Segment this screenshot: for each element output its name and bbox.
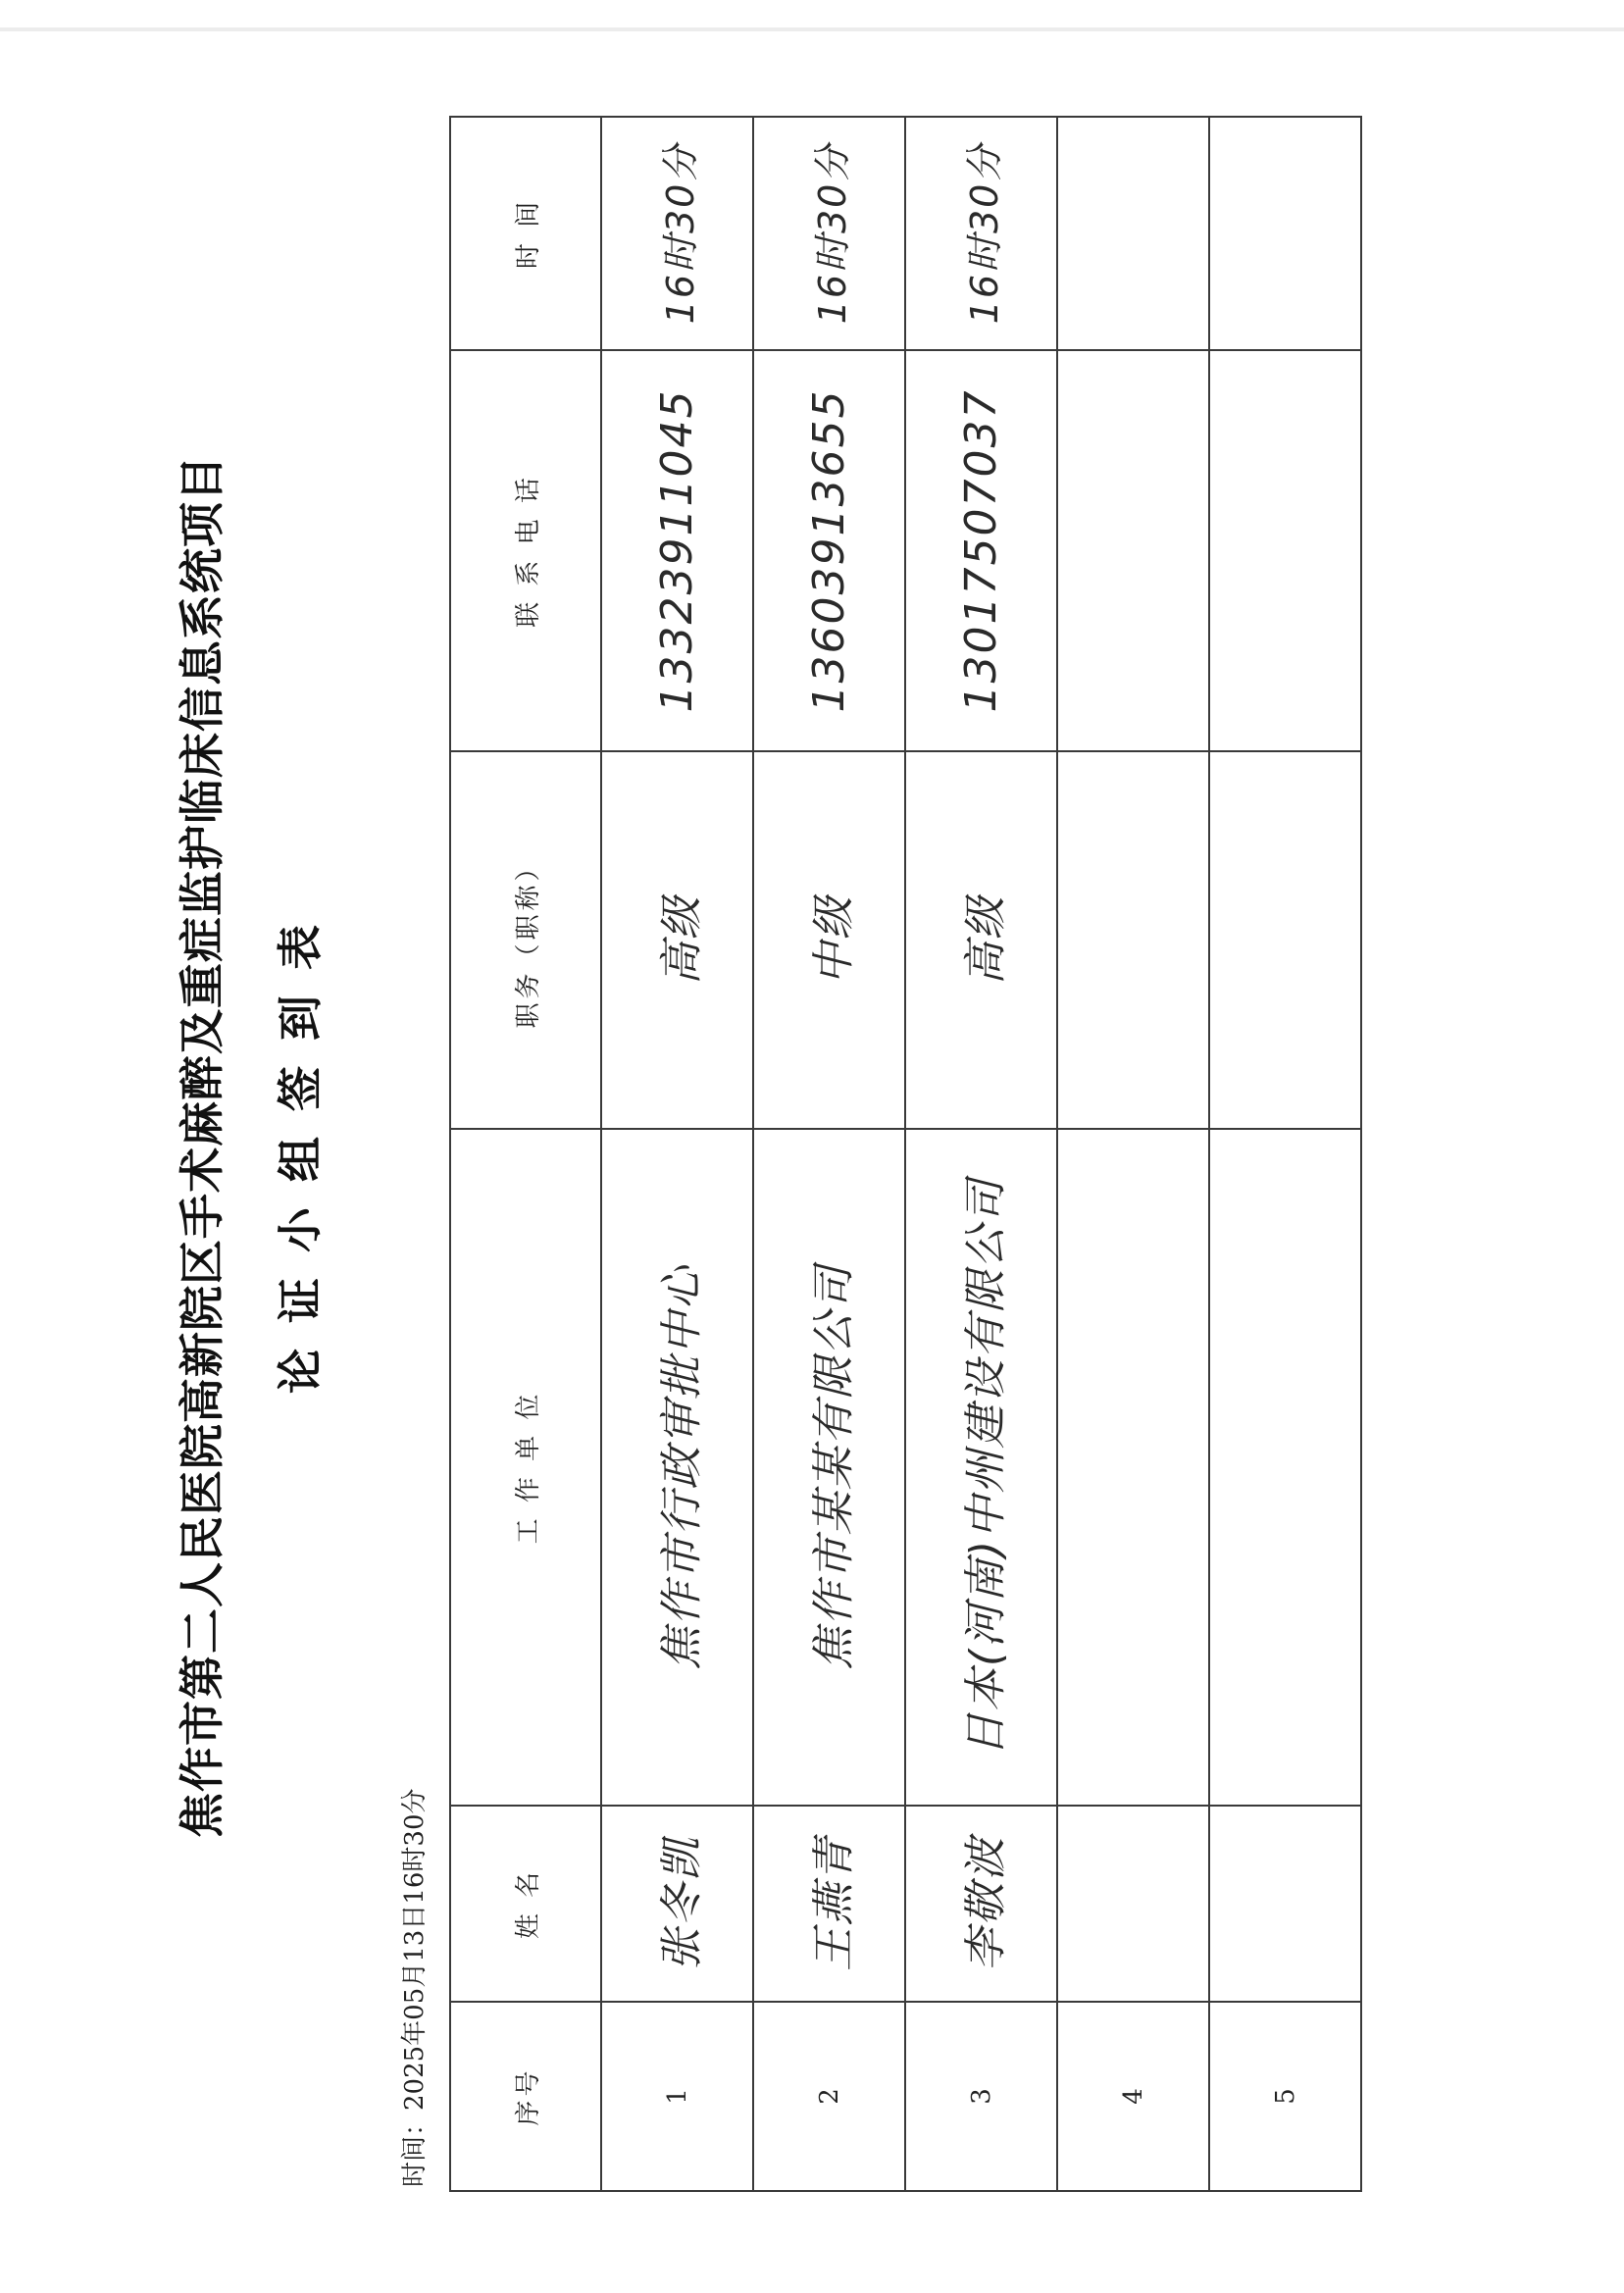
handwritten-unit: 焦作市行政审批中心 (656, 1264, 707, 1670)
table-row (1209, 117, 1361, 2191)
row-number: 1 (601, 2002, 753, 2191)
row-number: 5 (1209, 2002, 1361, 2191)
handwritten-name: 李敬波 (960, 1836, 1011, 1971)
header-name: 姓 名 (450, 1806, 601, 2002)
handwritten-title: 高级 (656, 894, 707, 986)
handwritten-time: 16时30分 (811, 142, 854, 325)
empty-title-cell (1057, 751, 1209, 1129)
empty-name-cell (1209, 1806, 1361, 2002)
empty-name-cell (1057, 1806, 1209, 2002)
row-number: 3 (905, 2002, 1057, 2191)
table-row (601, 117, 753, 2191)
table-row (1057, 117, 1209, 2191)
handwritten-phone: 13603913655 (804, 388, 854, 713)
handwritten-unit: 日本(河南)中州建设有限公司 (960, 1177, 1011, 1758)
header-time: 时 间 (450, 117, 601, 350)
meeting-date: 时间：2025年05月13日16时30分 (400, 1788, 430, 2187)
empty-title-cell (1209, 751, 1361, 1129)
table-header-row (450, 117, 601, 2191)
handwritten-title: 中级 (808, 894, 859, 986)
handwritten-name: 张冬凯 (656, 1836, 707, 1971)
empty-unit-cell (1209, 1129, 1361, 1806)
empty-time-cell (1057, 117, 1209, 350)
table-row (753, 117, 905, 2191)
empty-time-cell (1209, 117, 1361, 350)
row-number: 2 (753, 2002, 905, 2191)
header-title: 职务（职称） (450, 751, 601, 1129)
row-number: 4 (1057, 2002, 1209, 2191)
handwritten-title: 高级 (960, 894, 1011, 986)
document-title: 焦作市第二人民医院高新院区手术麻醉及重症监护临床信息系统项目 (176, 455, 228, 1838)
handwritten-phone: 13017507037 (956, 388, 1006, 713)
handwritten-time: 16时30分 (963, 142, 1006, 325)
header-phone: 联 系 电 话 (450, 350, 601, 751)
empty-unit-cell (1057, 1129, 1209, 1806)
handwritten-name: 王燕青 (808, 1836, 859, 1971)
header-no: 序号 (450, 2002, 601, 2191)
sign-in-table (449, 116, 1362, 2192)
empty-phone-cell (1057, 350, 1209, 751)
document-subtitle: 论证小组签到表 (274, 899, 327, 1394)
handwritten-unit: 焦作市某某有限公司 (808, 1264, 859, 1670)
empty-phone-cell (1209, 350, 1361, 751)
table-row (905, 117, 1057, 2191)
handwritten-time: 16时30分 (659, 142, 702, 325)
handwritten-phone: 13323911045 (652, 388, 702, 713)
header-unit: 工 作 单 位 (450, 1129, 601, 1806)
